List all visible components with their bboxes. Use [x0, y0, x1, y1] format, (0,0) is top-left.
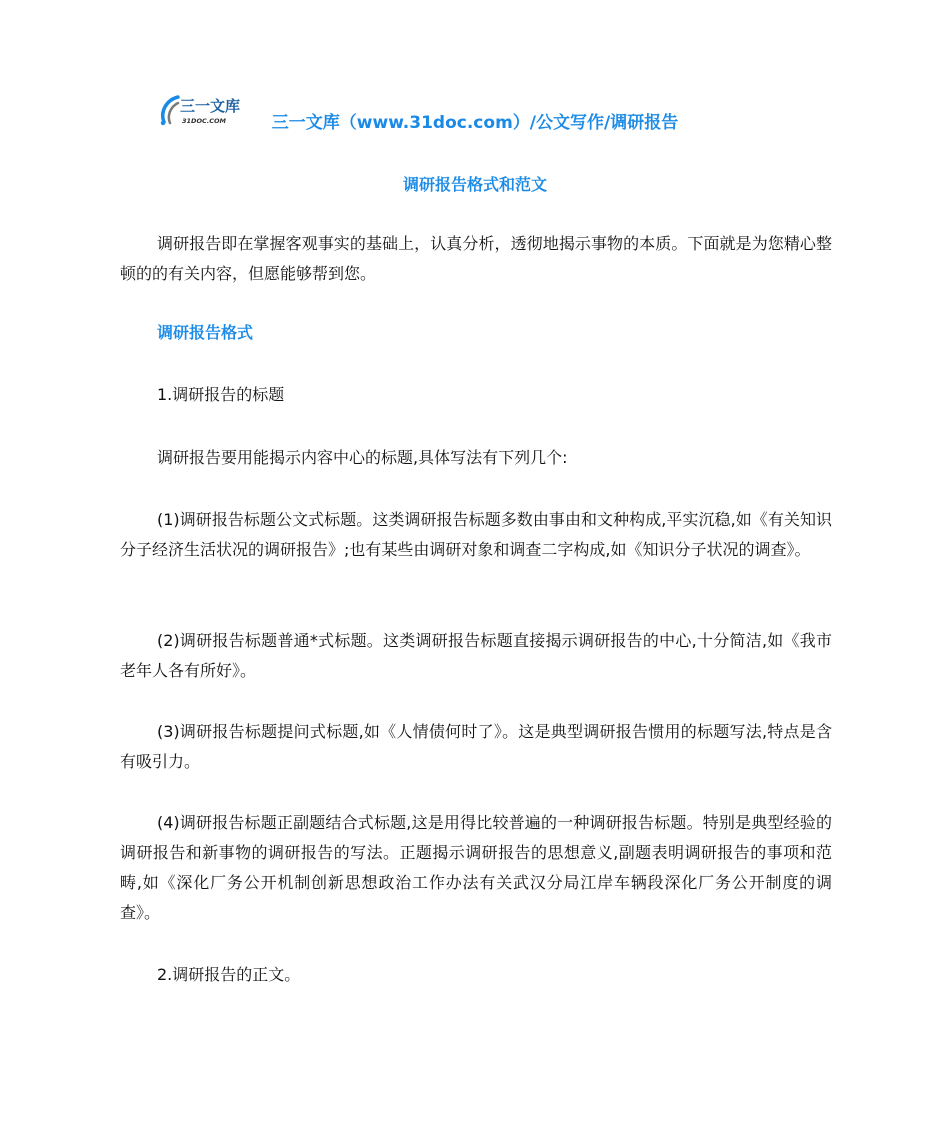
item-1-heading: 1.调研报告的标题 — [157, 385, 285, 404]
paragraph-title-type-2: (2)调研报告标题普通*式标题。这类调研报告标题直接揭示调研报告的中心,十分简洁,如《我市老年人各有所好》。 — [120, 631, 832, 680]
paragraph-title-type-1: (1)调研报告标题公文式标题。这类调研报告标题多数由事由和文种构成,平实沉稳,如《有关知识分子经济生活状况的调研报告》;也有某些由调研对象和调查二字构成,如《知识分子状况的调查》。 — [120, 510, 832, 559]
paragraph-title-type-4: (4)调研报告标题正副题结合式标题,这是用得比较普遍的一种调研报告标题。特别是典型经验的调研报告和新事物的调研报告的写法。正题揭示调研报告的思想意义,副题表明调研报告的事项和范畴,如《深化厂务公开机制创新思想政治工作办法有关武汉分局江岸车辆段深化厂务公开制度的调查》。 — [120, 813, 832, 922]
logo-domain-text: 31DOC.COM — [182, 117, 226, 125]
item-2-heading: 2.调研报告的正文。 — [157, 965, 301, 984]
logo-brand-text: 三一文库 — [180, 97, 241, 115]
paragraph-title-type-3: (3)调研报告标题提问式标题,如《人情债何时了》。这是典型调研报告惯用的标题写法,特点是含有吸引力。 — [120, 722, 832, 771]
site-breadcrumb: 三一文库（www.31doc.com）/公文写作/调研报告 — [271, 113, 679, 133]
item-1-intro: 调研报告要用能揭示内容中心的标题,具体写法有下列几个: — [157, 448, 568, 467]
document-title: 调研报告格式和范文 — [402, 175, 547, 194]
intro-paragraph: 调研报告即在掌握客观事实的基础上，认真分析，透彻地揭示事物的本质。下面就是为您精心整顿的的有关内容，但愿能够帮到您。 — [120, 234, 832, 283]
section-heading: 调研报告格式 — [157, 323, 254, 342]
